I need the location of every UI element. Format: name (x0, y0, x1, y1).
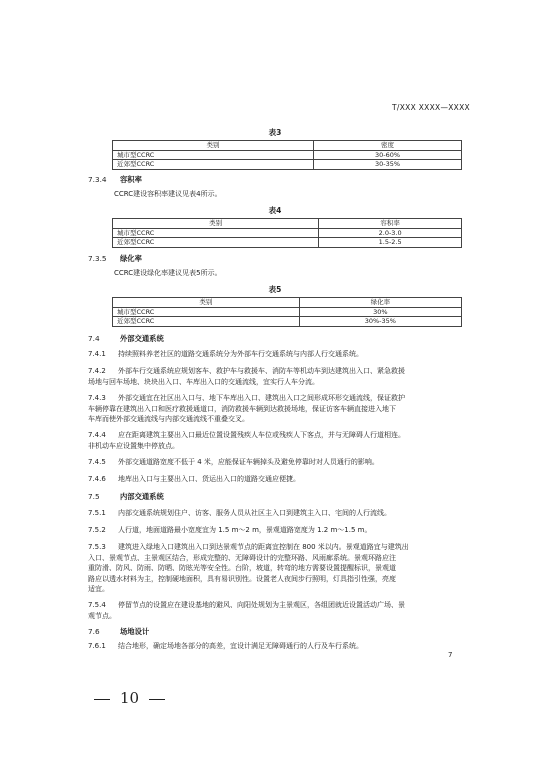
clause-text: 应在距离建筑主要出入口最近位置设置残疾人车位或残疾人下客点，并与无障碍人行道相连。 (118, 431, 405, 439)
paragraph-line (88, 508, 458, 519)
clause-text: 外部车行交通系统应规划客车、救护车与救援车、消防车等机动车到达建筑出入口、紧急救援 (118, 367, 405, 375)
clause-7-5-1 (88, 508, 458, 519)
paragraph-line: 观节点。 (88, 611, 116, 620)
section-number: 7.6 (88, 627, 100, 636)
clause-7-5-3 (88, 542, 458, 595)
section-title: 外部交通系统 (120, 334, 164, 343)
paragraph-line: CCRC建设绿化率建议见表5所示。 (114, 269, 222, 277)
clause-text: 建筑进入绿地入口建筑出入口到达景观节点的距离宜控制在 800 米以内。景观道路宜与建筑出 (118, 543, 409, 551)
table-row (113, 238, 462, 248)
section-title: 场地设计 (120, 627, 150, 636)
paragraph-line (88, 393, 458, 404)
clause-number: 7.4.3 (88, 394, 106, 402)
table-cell: 1.5-2.5 (319, 238, 462, 248)
clause-number: 7.4.6 (88, 475, 106, 483)
clause-number: 7.6.1 (88, 642, 106, 650)
table-row (113, 160, 462, 170)
section-title: 绿化率 (120, 254, 142, 263)
section-heading (88, 254, 142, 264)
clause-7-4-2 (88, 366, 458, 387)
table-cell: 30%-35% (299, 317, 461, 327)
table-cell: 城市型CCRC (113, 228, 319, 238)
paragraph-line: 路应以透水材料为主，控制硬地面积，具有易识别性。设置老人夜间步行照明，灯具指引性强，亮度 (88, 574, 396, 583)
clause-number: 7.4.5 (88, 458, 106, 466)
paragraph-line: 重防滑、防风、防雨、防晒、防眩光等安全性。台阶，坡道，转弯的地方需要设置提醒标识，景观道 (88, 564, 396, 572)
section-number: 7.5 (88, 492, 100, 501)
section-heading (88, 492, 164, 502)
section-heading (88, 627, 149, 637)
table-row (113, 228, 462, 238)
clause-text: 内部交通系统规划住户、访客、服务人员从社区主入口到建筑主入口、宅间的人行流线。 (118, 509, 391, 517)
clause-7-4-4 (88, 430, 458, 451)
table-header-cell: 类别 (113, 219, 319, 229)
paragraph-line: 适宜。 (88, 585, 109, 593)
paragraph-line (88, 366, 458, 377)
table-cell: 30% (299, 307, 461, 317)
table-header-cell: 容积率 (319, 219, 462, 229)
table4-title: 表4 (268, 206, 282, 215)
table-header-cell: 类别 (113, 141, 314, 151)
clause-text: 停留节点的设置应在建设基地的避风、向阳处规划为主景观区，各组团就近设置活动广场、景 (118, 601, 405, 609)
clause-number: 7.5.4 (88, 601, 106, 609)
section-number: 7.3.4 (88, 175, 107, 184)
section-heading (88, 334, 164, 344)
clause-number: 7.5.1 (88, 509, 106, 517)
clause-7-4-6 (88, 474, 458, 485)
clause-text: 地库出入口与主要出入口、货运出入口的道路交通应便捷。 (118, 475, 300, 483)
table-cell: 近郊型CCRC (113, 160, 314, 170)
clause-text: 外部交通宜在社区出入口与、地下车库出入口、建筑出入口之间形成环形交通流线，保证救护 (118, 394, 405, 402)
table-cell: 2.0-3.0 (319, 228, 462, 238)
paragraph-line (88, 430, 458, 441)
clause-7-5-2 (88, 525, 458, 536)
paragraph-line: 非机动车应设置集中停放点。 (88, 441, 179, 450)
table-cell: 城市型CCRC (113, 307, 300, 317)
table4 (112, 218, 462, 248)
clause-7-5-4 (88, 600, 458, 621)
table3-title: 表3 (268, 128, 282, 137)
doc-code: T/XXX XXXX—XXXX (391, 103, 470, 112)
table-cell: 城市型CCRC (113, 150, 314, 160)
clause-number: 7.4.1 (88, 350, 106, 358)
paragraph-line: CCRC建设容积率建议见表4所示。 (114, 190, 222, 198)
section-number: 7.4 (88, 334, 100, 343)
footer-dash (94, 699, 110, 700)
paragraph-line (88, 542, 458, 553)
table-cell: 近郊型CCRC (113, 238, 319, 248)
clause-text: 结合地形，确定场地各部分的高差，宜设计满足无障碍通行的人行及车行系统。 (118, 642, 363, 650)
clause-7-4-5 (88, 457, 458, 468)
clause-number: 7.5.2 (88, 526, 106, 534)
paragraph-line: 车辆停靠在建筑出入口和医疗救援通道口，消防救援车辆到达救援场地，保证访客车辆直接进入地下 (88, 404, 396, 413)
table-cell: 30-35% (314, 160, 462, 170)
paragraph-line (88, 457, 458, 468)
table-header-row (113, 298, 462, 308)
clause-number: 7.5.3 (88, 543, 106, 551)
page-number: 7 (448, 651, 453, 659)
table-row (113, 150, 462, 160)
paragraph-line (88, 474, 458, 485)
paragraph-line (88, 600, 458, 611)
paragraph-line (88, 349, 458, 360)
table-header-row (113, 141, 462, 151)
clause-7-4-1 (88, 349, 458, 360)
paragraph-line: 车库而使外部交通流线与内部交通流线不重叠交叉。 (88, 415, 249, 423)
table-cell: 30-60% (314, 150, 462, 160)
section-title: 内部交通系统 (120, 492, 164, 501)
footer-page-label: 10 (120, 689, 140, 707)
table-row (113, 307, 462, 317)
table-row (113, 317, 462, 327)
footer-page-number (84, 689, 175, 707)
section-number: 7.3.5 (88, 254, 107, 263)
clause-text: 外部交通道路宽度不低于 4 米，应能保证车辆掉头及避免停靠时对人员通行的影响。 (118, 458, 379, 466)
paragraph-line (88, 525, 458, 536)
paragraph-line: 场地与回车场地、块块出入口、车库出入口的交通流线，宜实行人车分流。 (88, 377, 319, 386)
footer-dash (149, 699, 165, 700)
paragraph-line: 入口、景观节点、主景观区结合，形成完整的、无障碍设计的完整环路、风雨廊系统。景观环路应注 (88, 553, 396, 562)
clause-text: 人行道，地面道路最小宽度宜为 1.5 m～2 m，景观道路宽度为 1.2 m～1.5 m。 (118, 526, 372, 534)
clause-text: 持续照料养老社区的道路交通系统分为外部车行交通系统与内部人行交通系统。 (118, 350, 363, 358)
table5 (112, 297, 462, 327)
clause-number: 7.4.2 (88, 367, 106, 375)
paragraph-line (88, 641, 458, 652)
clause-number: 7.4.4 (88, 431, 106, 439)
table3 (112, 140, 462, 170)
section-heading (88, 175, 142, 185)
table5-title: 表5 (268, 285, 282, 294)
clause-7-4-3 (88, 393, 458, 425)
table-header-cell: 绿化率 (299, 298, 461, 308)
table-header-cell: 类别 (113, 298, 300, 308)
table-cell: 近郊型CCRC (113, 317, 300, 327)
table-header-row (113, 219, 462, 229)
clause-7-6-1 (88, 641, 458, 652)
section-title: 容积率 (120, 175, 142, 184)
table-header-cell: 密度 (314, 141, 462, 151)
